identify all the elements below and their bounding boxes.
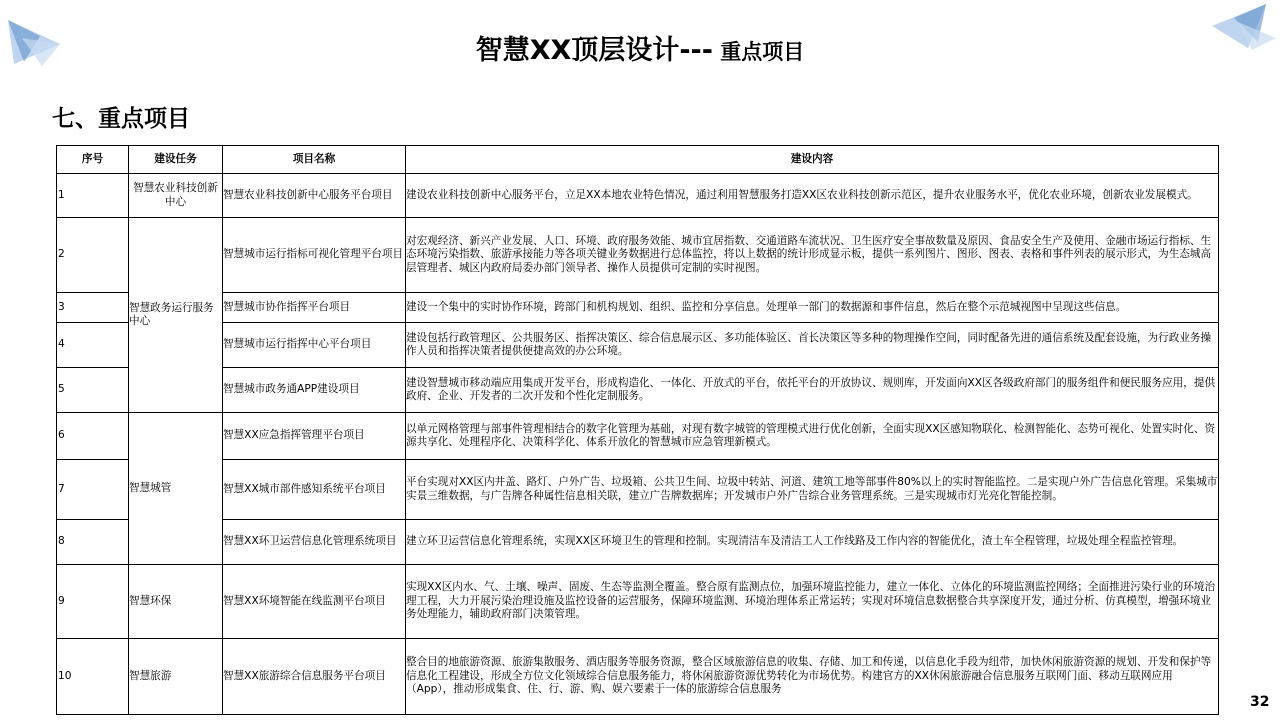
cell-task: 智慧旅游 (129, 639, 223, 715)
cell-task: 智慧政务运行服务中心 (129, 218, 223, 413)
cell-content: 平台实现对XX区内井盖、路灯、户外广告、垃圾箱、公共卫生间、垃圾中转站、河道、建筑工地等部事件80%以上的实时智能监控。二是实现户外广告信息化管理。采集城市实景三维数据，与广告牌各种属性信息相关联，建立广告牌数据库；开发城市户外广告综合业务管理系统。三是实现城市灯光亮化智能控制。 (406, 460, 1219, 520)
section-heading: 七、重点项目 (52, 106, 190, 132)
cell-content: 以单元网格管理与部事件管理相结合的数字化管理为基础，对现有数字城管的管理模式进行优化创新，全面实现XX区感知物联化、检测智能化、态势可视化、处置实时化、资源共享化、处理程序化、决策科学化、体系开放化的智慧城市应急管理新模式。 (406, 413, 1219, 460)
cell-seq: 5 (57, 368, 129, 413)
cell-content: 建立环卫运营信息化管理系统，实现XX区环境卫生的管理和控制。实现清洁车及清洁工人工作线路及工作内容的智能优化，渣土车全程管理，垃圾处理全程监控管理。 (406, 520, 1219, 565)
cell-seq: 1 (57, 174, 129, 218)
cell-content: 建设一个集中的实时协作环境，跨部门和机构规划、组织、监控和分享信息。处理单一部门的数据源和事件信息，然后在整个示范城视图中呈现这些信息。 (406, 293, 1219, 323)
cell-name: 智慧农业科技创新中心服务平台项目 (223, 174, 406, 218)
cell-content: 建设包括行政管理区、公共服务区、指挥决策区、综合信息展示区、多功能体验区、首长决策区等多种的物理操作空间，同时配备先进的通信系统及配套设施，为行政业务操作人员和指挥决策者提供便捷高效的办公环境。 (406, 323, 1219, 368)
table-row (57, 639, 1219, 715)
table-row (57, 368, 1219, 413)
cell-seq: 7 (57, 460, 129, 520)
cell-content: 对宏观经济、新兴产业发展、人口、环境、政府服务效能、城市宜居指数、交通道路车流状况、卫生医疗安全事故数量及原因、食品安全生产及使用、金融市场运行指标、生态环境污染指数、旅游承接能力等各项关键业务数据进行总体监控，将以上数据的统计形成显示板，提供一系列图片、图形、图表、表格和事件列表的展示形式，为生态城高层管理者、城区内政府局委办部门领导者、操作人员提供可定制的实时视图。 (406, 218, 1219, 293)
cell-task: 智慧环保 (129, 565, 223, 639)
table-row (57, 565, 1219, 639)
header-task: 建设任务 (129, 146, 223, 174)
header-seq: 序号 (57, 146, 129, 174)
cell-seq: 4 (57, 323, 129, 368)
cell-content: 建设智慧城市移动端应用集成开发平台，形成构造化、一体化、开放式的平台，依托平台的开放协议、规则库，开发面向XX区各级政府部门的服务组件和便民服务应用，提供政府、企业、开发者的二次开发和个性化定制服务。 (406, 368, 1219, 413)
cell-task: 智慧农业科技创新中心 (129, 174, 223, 218)
table-row (57, 293, 1219, 323)
cell-name: 智慧城市协作指挥平台项目 (223, 293, 406, 323)
cell-seq: 8 (57, 520, 129, 565)
table-row (57, 323, 1219, 368)
page-title-sub: 重点项目 (712, 40, 805, 64)
cell-seq: 6 (57, 413, 129, 460)
cell-seq: 9 (57, 565, 129, 639)
table-row (57, 460, 1219, 520)
header-content: 建设内容 (406, 146, 1219, 174)
table-row (57, 174, 1219, 218)
cell-content: 实现XX区内水、气、土壤、噪声、固废、生态等监测全覆盖。整合原有监测点位，加强环境监控能力，建立一体化、立体化的环境监测监控网络；全面推进污染行业的环境治理工程，大力开展污染治理设施及监控设备的运营服务，保障环境监测、环境治理体系正常运转；实现对环境信息数据整合共享深度开发，通过分析、仿真模型，增强环境业务处理能力，辅助政府部门决策管理。 (406, 565, 1219, 639)
page-number: 32 (1250, 694, 1270, 710)
cell-name: 智慧XX城市部件感知系统平台项目 (223, 460, 406, 520)
table-row (57, 413, 1219, 460)
page-title-main: 智慧XX顶层设计--- (475, 35, 713, 66)
cell-name: 智慧XX环境智能在线监测平台项目 (223, 565, 406, 639)
cell-task: 智慧城管 (129, 413, 223, 565)
header-name: 项目名称 (223, 146, 406, 174)
cell-seq: 2 (57, 218, 129, 293)
cell-name: 智慧城市运行指标可视化管理平台项目 (223, 218, 406, 293)
cell-name: 智慧城市运行指挥中心平台项目 (223, 323, 406, 368)
cell-seq: 10 (57, 639, 129, 715)
cell-seq: 3 (57, 293, 129, 323)
cell-content: 整合目的地旅游资源、旅游集散服务、酒店服务等服务资源，整合区域旅游信息的收集、存储、加工和传递，以信息化手段为纽带，加快休闲旅游资源的规划、开发和保护等信息化工程建设，形成全方位文化领域综合信息服务能力，将休闲旅游资源优势转化为市场优势。构建官方的XX休闲旅游融合信息服务互联网门面、移动互联网应用（App），推动形成集食、住、行、游、购、娱六要素于一体的旅游综合信息服务 (406, 639, 1219, 715)
table-header-row (57, 146, 1219, 174)
table-row (57, 218, 1219, 293)
page-title (0, 28, 1280, 67)
cell-content: 建设农业科技创新中心服务平台，立足XX本地农业特色情况，通过利用智慧服务打造XX区农业科技创新示范区，提升农业服务水平，优化农业环境，创新农业发展模式。 (406, 174, 1219, 218)
cell-name: 智慧XX旅游综合信息服务平台项目 (223, 639, 406, 715)
table-row (57, 520, 1219, 565)
cell-name: 智慧XX环卫运营信息化管理系统项目 (223, 520, 406, 565)
cell-name: 智慧XX应急指挥管理平台项目 (223, 413, 406, 460)
cell-name: 智慧城市政务通APP建设项目 (223, 368, 406, 413)
projects-table (56, 145, 1219, 715)
